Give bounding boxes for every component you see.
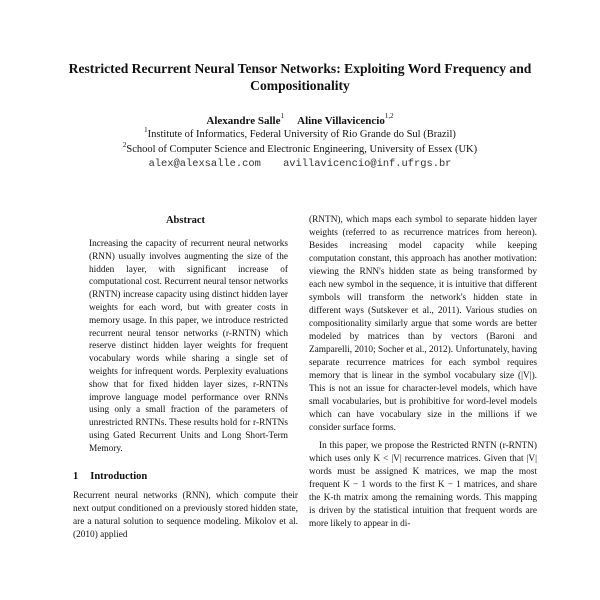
affiliation-1 [60,125,540,141]
email-link[interactable]: avillavicencio@inf.ufrgs.br [283,158,452,170]
author-sup: 1 [280,112,284,121]
email-link[interactable]: alex@alexsalle.com [148,158,261,170]
paper-title: Restricted Recurrent Neural Tensor Networks: Exploiting Word Frequency and Compositionality [68,61,532,93]
right-column [309,214,537,531]
abstract-text: Increasing the capacity of recurrent neural networks (RNN) usually involves augmenting the size of the hidden layer, with significant increase of computational cost. Recurrent neural tensor networks (RNTN) increase capacity using distinct hidden layer weights for each word, but with greater costs in memory usage. In this paper, we introduce restricted recurrent neural tensor networks (r-RNTN) which reserve distinct hidden layer weights for frequent vocabulary words while sharing a single set of weights for infrequent words. Perplexity evaluations show that for fixed hidden layer sizes, r-RNTNs improve language model performance over RNNs using only a small fraction of the parameters of unrestricted RNTNs. These results hold for r-RNTNs using Gated Recurrent Units and Long Short-Term Memory. [89,239,288,454]
intro-paragraph: Recurrent neural networks (RNN), which compute their next output conditioned on a previously stored hidden state, are a natural solution to sequence modeling. Mikolov et al. (2010) applied [73,490,298,540]
abstract-heading: Abstract [165,215,206,226]
affiliation-2 [60,140,540,156]
section-number: 1 [73,470,79,482]
affiliation-sup: 2 [122,140,127,149]
author-emails [60,158,540,171]
author-sup: 1,2 [384,112,394,121]
section-heading [73,470,298,484]
affiliation-text: School of Computer Science and Electronic Engineering, University of Essex (UK) [126,144,478,155]
body-paragraph-2: In this paper, we propose the Restricted RNTN (r-RNTN) which uses only K < |V| recurrence matrices. Given that |V| words must be assigned K matrices, we map the most frequent K − 1 words to the first K − 1 matrices, and share the K-th matrix among the remaining words. This mapping is driven by the statistical intuition that frequent words are more likely to appear in di- [309,441,537,529]
affiliation-sup: 1 [144,125,148,134]
section-title: Introduction [90,470,148,482]
affiliation-text: Institute of Informatics, Federal University of Rio Grande do Sul (Brazil) [147,129,456,140]
body-paragraph-1: (RNTN), which maps each symbol to separate hidden layer weights (referred to as recurrence matrices from hereon). Besides increasing model capacity while keeping computation constant, this approach has another motivation: viewing the RNN's hidden state as being transformed by each new symbol in the sequence, it is intuitive that different symbols will transform the network's hidden state in different ways (Sutskever et al., 2011). Various studies on compositionality similarly argue that some words are better modeled by matrices than by vectors (Baroni and Zamparelli, 2010; Socher et al., 2012). Unfortunately, having separate recurrence matrices for each symbol requires memory that is linear in the symbol vocabulary size (|V|). This is not an issue for character-level models, which have small vocabularies, but is prohibitive for word-level models which can have vocabulary size in the millions if we consider surface forms. [309,215,537,433]
author-name: Aline Villavicencio [297,115,385,127]
left-column [73,214,298,542]
author-name: Alexandre Salle [206,115,281,127]
author-line [60,114,540,128]
